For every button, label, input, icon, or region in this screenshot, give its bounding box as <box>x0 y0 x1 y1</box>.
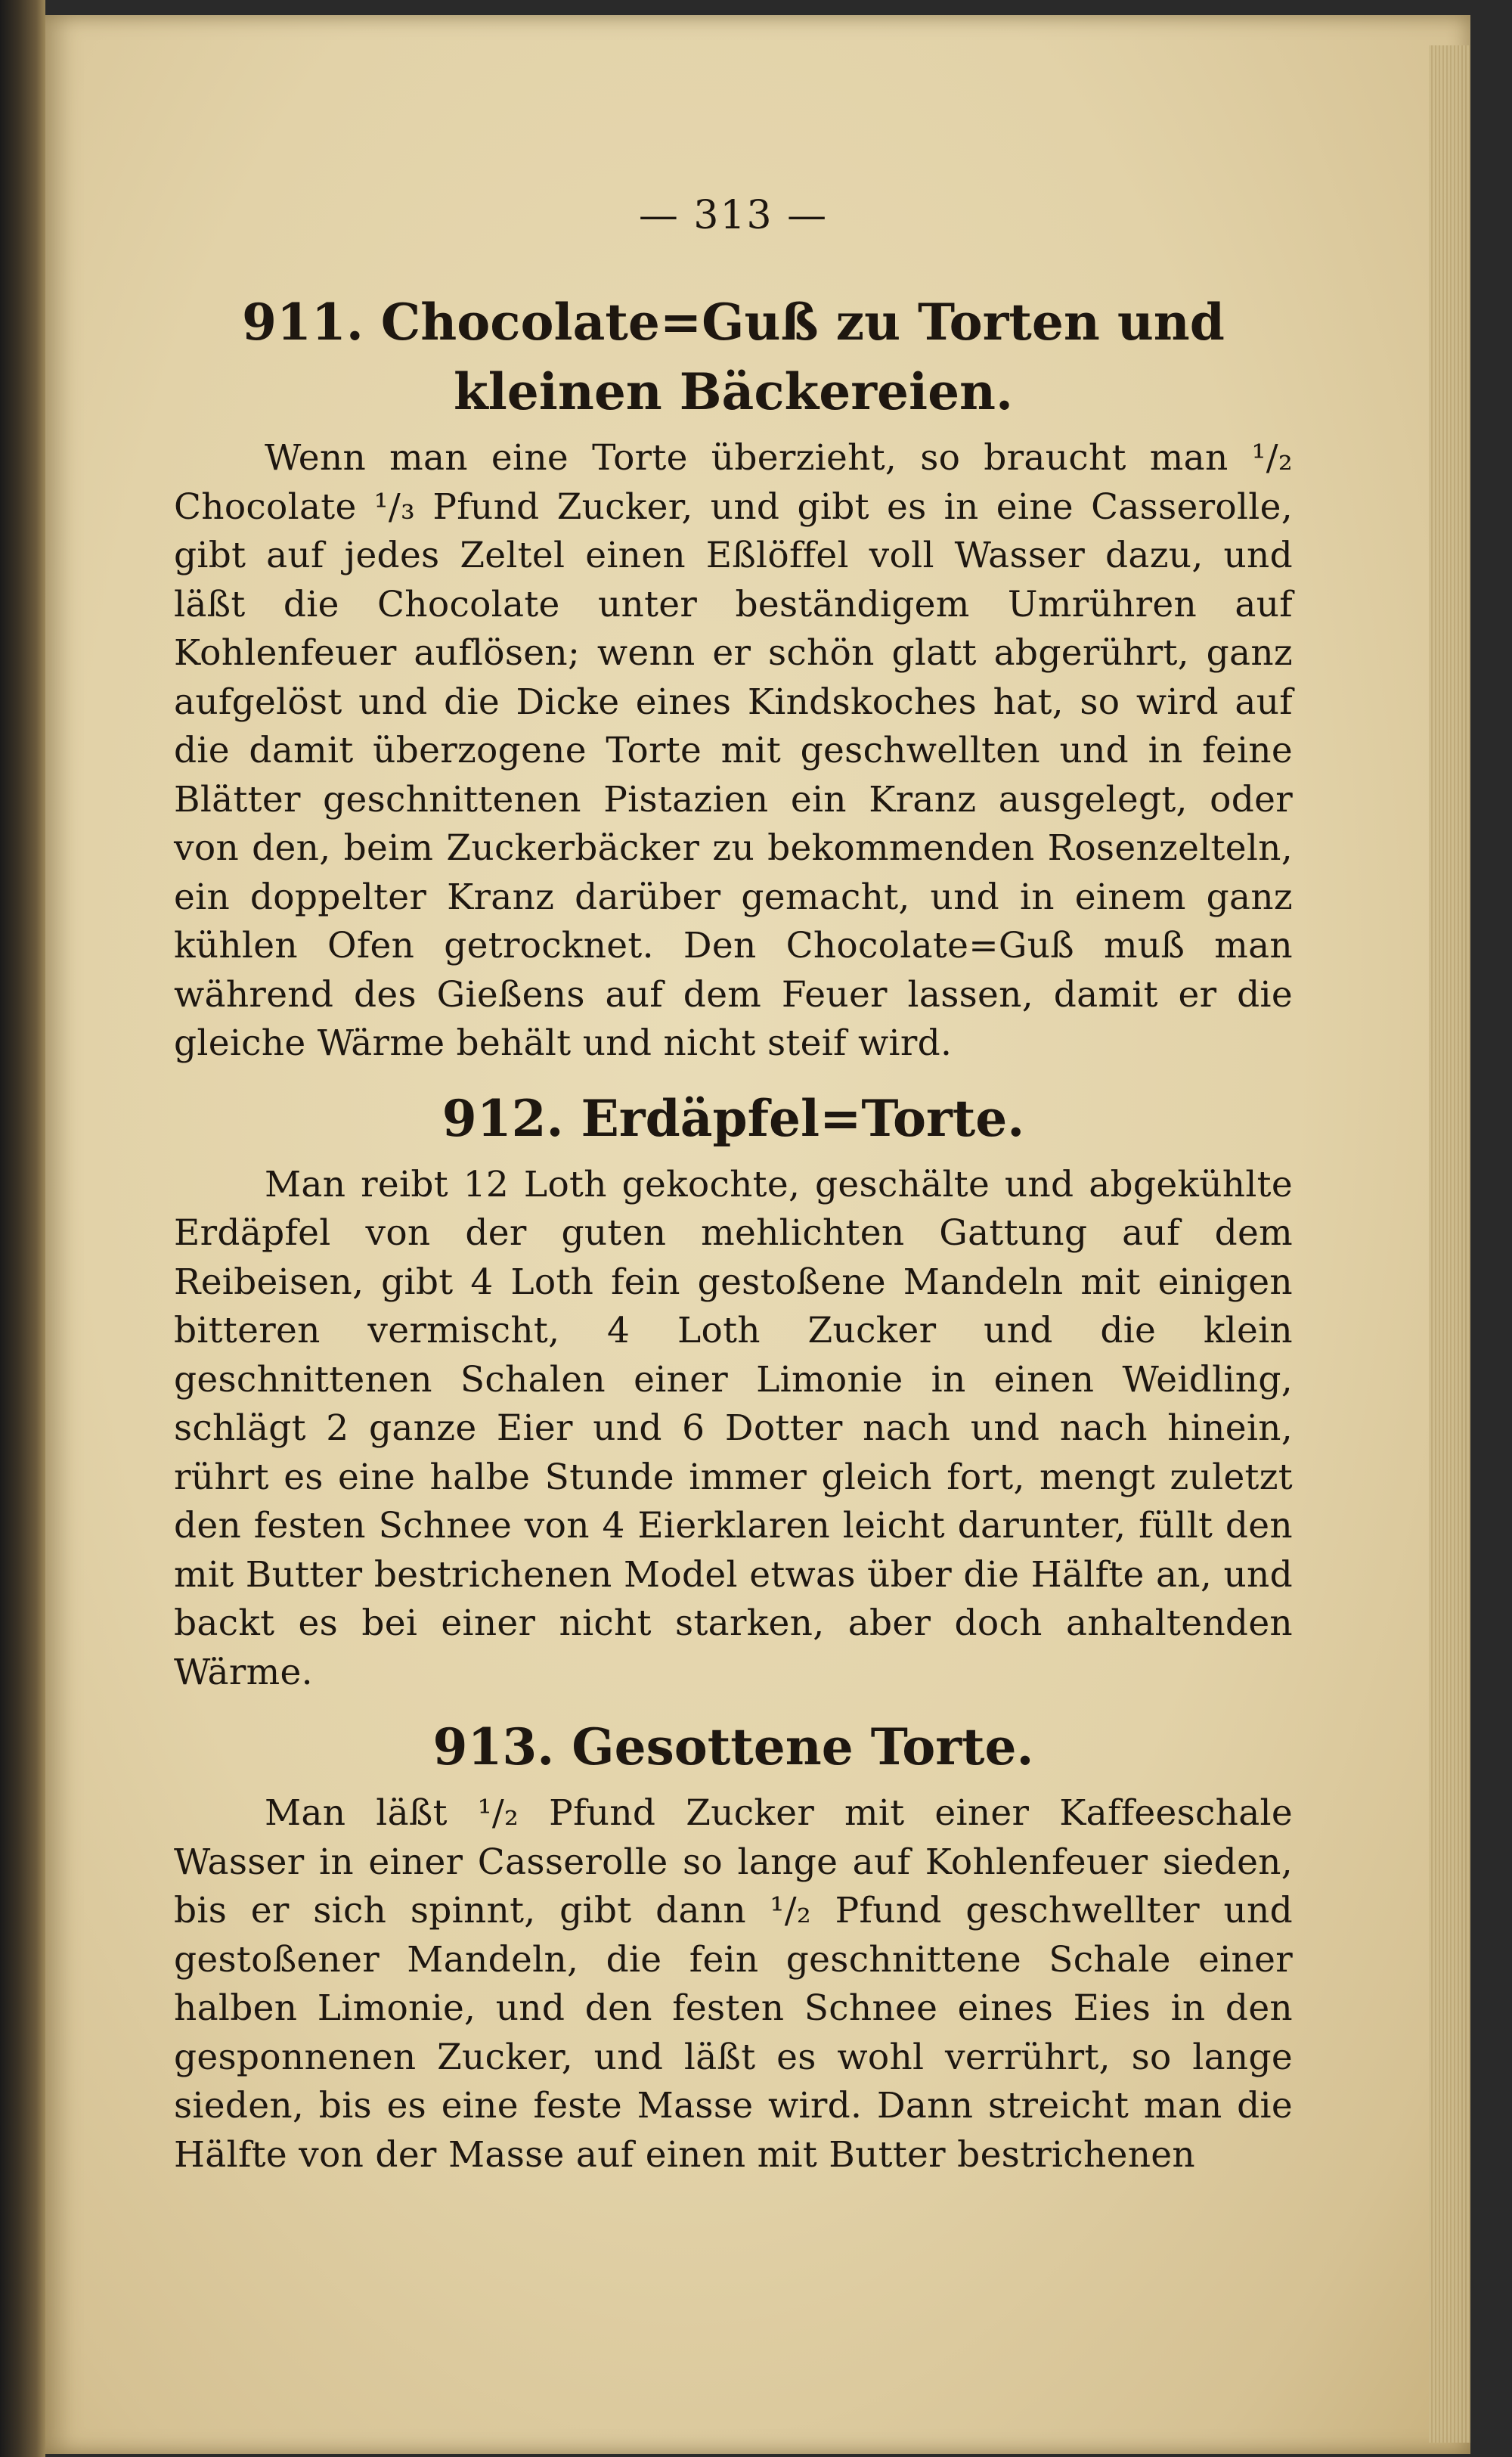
recipe-text-912: Man reibt 12 Loth gekochte, geschälte und abgekühlte Erdäpfel von der guten mehlichten Gattung auf dem Reibeisen, gibt 4 Loth fein gestoßene Mandeln mit einigen bitteren vermischt, 4 Loth Zucker und die klein geschnittenen Schalen einer Limonie in einen Weidling, schlägt 2 ganze Eier und 6 Dotter nach und nach hinein, rührt es eine halbe Stunde immer gleich fort, mengt zuletzt den festen Schnee von 4 Eierklaren leicht darunter, füllt den mit Butter bestrichenen Model etwas über die Hälfte an, und backt es bei einer nicht starken, aber doch anhaltenden Wärme. <box>174 1163 1293 1693</box>
recipe-heading-912: 912. Erdäpfel=Torte. <box>442 1088 1025 1148</box>
book-spine-edge <box>0 0 45 2457</box>
page-number: — 313 — <box>638 193 829 238</box>
recipe-heading-911: 911. Chocolate=Guß zu Torten und kleinen Bäckereien. <box>242 293 1225 421</box>
page-edges <box>1429 45 1470 2443</box>
page-text <box>174 189 1293 2195</box>
recipe-text-911: Wenn man eine Torte überzieht, so braucht man ¹/₂ Chocolate ¹/₃ Pfund Zucker, und gibt es in eine Casserolle, gibt auf jedes Zeltel einen Eßlöffel voll Wasser dazu, und läßt die Chocolate unter beständigem Umrühren auf Kohlenfeuer auflösen; wenn er schön glatt abgerührt, ganz aufgelöst und die Dicke eines Kindskoches hat, so wird auf die damit überzogene Torte mit geschwellten und in feine Blätter geschnittenen Pistazien ein Kranz ausgelegt, oder von den, beim Zuckerbäcker zu bekommenden Rosenzelteln, ein doppelter Kranz darüber gemacht, und in einem ganz kühlen Ofen getrocknet. Den Chocolate=Guß muß man während des Gießens auf dem Feuer lassen, damit er die gleiche Wärme behält und nicht steif wird. <box>174 437 1293 1064</box>
recipe-heading-913: 913. Gesottene Torte. <box>432 1717 1034 1776</box>
recipe-text-913: Man läßt ¹/₂ Pfund Zucker mit einer Kaffeeschale Wasser in einer Casserolle so lange auf Kohlenfeuer sieden, bis er sich spinnt, gibt dann ¹/₂ Pfund geschwellter und gestoßener Mandeln, die fein geschnittene Schale einer halben Limonie, und den festen Schnee eines Eies in den gesponnenen Zucker, und läßt es wohl verrührt, so lange sieden, bis es eine feste Masse wird. Dann streicht man die Hälfte von der Masse auf einen mit Butter bestrichenen <box>174 1792 1293 2176</box>
